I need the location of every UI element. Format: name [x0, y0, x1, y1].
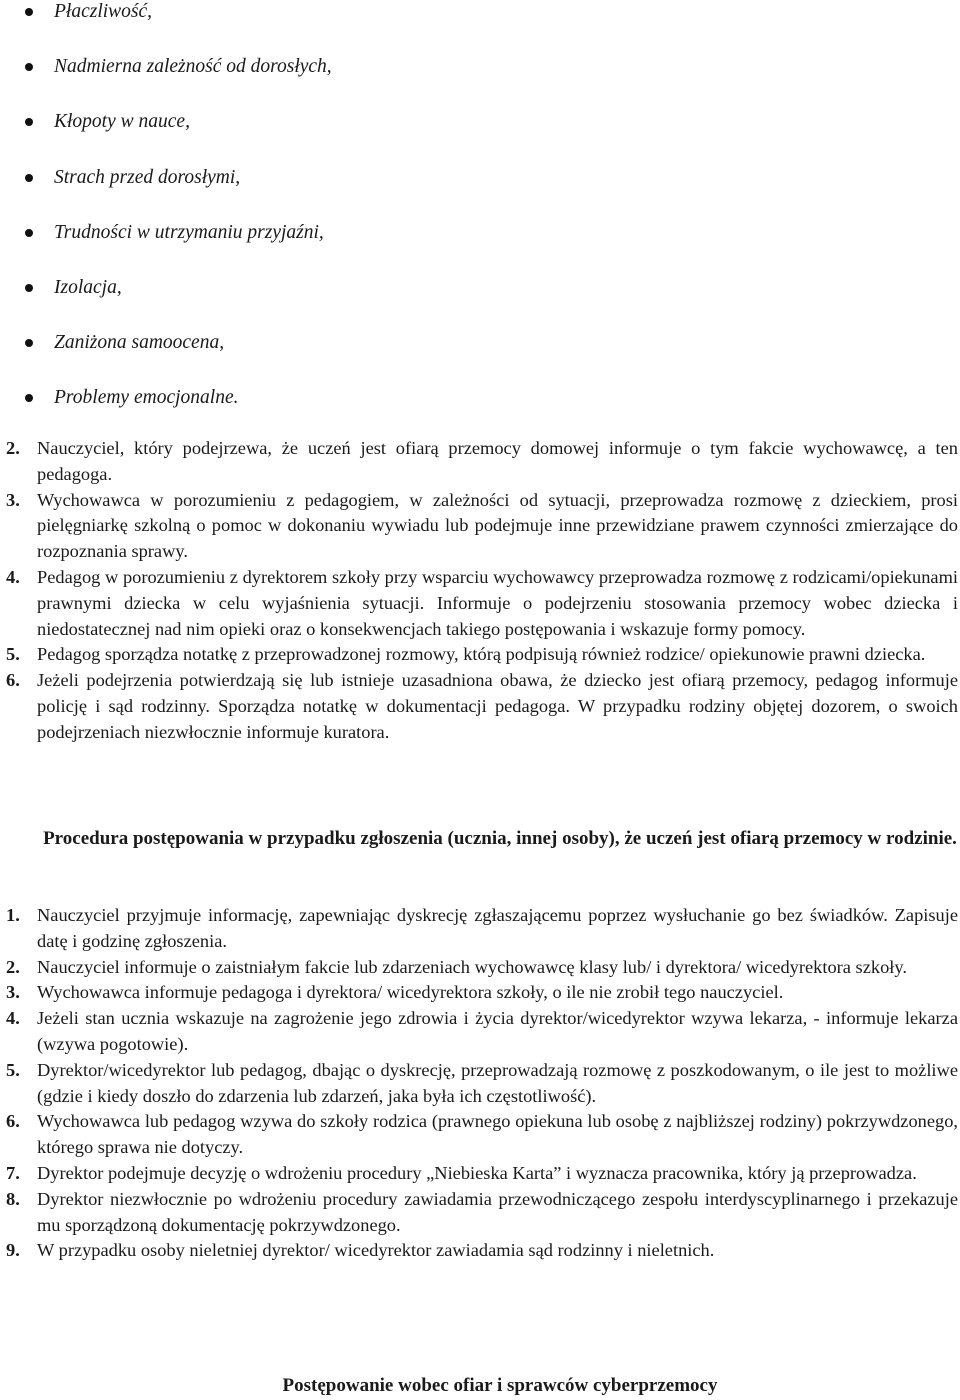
item-text: Wychowawca informuje pedagoga i dyrektora/ wicedyrektora szkoły, o ile nie zrobił tego nauczyciel.	[37, 982, 784, 1003]
bullet-dot-icon	[25, 8, 33, 16]
numbered-item	[0, 903, 960, 955]
item-text: Dyrektor podejmuje decyzję o wdrożeniu procedury „Niebieska Karta” i wyznacza pracownika, który ją przeprowadza.	[37, 1162, 917, 1183]
item-text: Wychowawca w porozumieniu z pedagogiem, w zależności od sytuacji, przeprowadza rozmowę z dzieckiem, prosi pielęgniarkę szkolną o pomoc w dokonaniu wywiadu lub podejmuje inne przewidziane prawem czynności zmierzające do rozpoznania sprawy.	[37, 489, 958, 562]
item-text: Dyrektor/wicedyrektor lub pedagog, dbając o dyskrecję, przeprowadzają rozmowę z poszkodowanym, o ile jest to możliwe (gdzie i kiedy doszło do zdarzenia lub zdarzeń, jaka była ich częstotliwość).	[37, 1059, 958, 1106]
numbered-item	[0, 1238, 960, 1264]
section-heading: Procedura postępowania w przypadku zgłoszenia (ucznia, innej osoby), że uczeń jest ofiarą przemocy w rodzinie.	[43, 828, 957, 849]
item-number: 5.	[6, 644, 20, 665]
bullet-dot-icon	[25, 229, 33, 237]
item-text: Pedagog sporządza notatkę z przeprowadzonej rozmowy, którą podpisują również rodzice/ opiekunowie prawni dziecka.	[37, 644, 926, 665]
procedure-list-2	[0, 903, 960, 1264]
item-text: W przypadku osoby nieletniej dyrektor/ wicedyrektor zawiadamia sąd rodzinny i nieletnich.	[37, 1240, 715, 1261]
numbered-item	[0, 642, 960, 668]
numbered-item	[0, 1006, 960, 1058]
numbered-item	[0, 668, 960, 745]
numbered-item	[0, 955, 960, 981]
symptom-bullet-list	[0, 0, 960, 436]
numbered-item	[0, 1161, 960, 1187]
bullet-dot-icon	[25, 63, 33, 71]
bullet-dot-icon	[25, 284, 33, 292]
numbered-item	[0, 1058, 960, 1110]
item-text: Pedagog w porozumieniu z dyrektorem szkoły przy wsparciu wychowawcy przeprowadza rozmowę z rodzicami/opiekunami prawnymi dziecka w celu wyjaśnienia sytuacji. Informuje o podejrzeniu stosowania przemocy wobec dziecka i niedostatecznej nad nim opieki oraz o konsekwencjach takiego postępowania i wskazuje formy pomocy.	[37, 566, 958, 639]
item-text: Jeżeli podejrzenia potwierdzają się lub istnieje uzasadniona obawa, że dziecko jest ofiarą przemocy, pedagog informuje policję i sąd rodzinny. Sporządza notatkę w dokumentacji pedagoga. W przypadku rodziny objętej dozorem, o swoich podejrzeniach niezwłocznie informuje kuratora.	[37, 670, 958, 742]
item-text: Nauczyciel, który podejrzewa, że uczeń jest ofiarą przemocy domowej informuje o tym fakcie wychowawcę, a ten pedagoga.	[37, 438, 958, 484]
numbered-item	[0, 436, 960, 488]
bullet-item: Kłopoty w nauce,	[0, 104, 960, 159]
item-number: 1.	[6, 905, 20, 925]
numbered-item	[0, 565, 960, 642]
item-number: 7.	[6, 1162, 20, 1183]
bullet-item: Trudności w utrzymaniu przyjaźni,	[0, 215, 960, 270]
bullet-dot-icon	[25, 394, 33, 402]
item-number: 2.	[6, 438, 20, 458]
bullet-dot-icon	[25, 339, 33, 347]
bullet-dot-icon	[25, 118, 33, 126]
item-number: 4.	[6, 1008, 20, 1029]
bullet-item: Strach przed dorosłymi,	[0, 160, 960, 215]
bullet-item: Nadmierna zależność od dorosłych,	[0, 49, 960, 104]
item-text: Wychowawca lub pedagog wzywa do szkoły rodzica (prawnego opiekuna lub osobę z najbliższej rodziny) pokrzywdzonego, którego sprawa nie dotyczy.	[37, 1111, 958, 1158]
item-text: Dyrektor niezwłocznie po wdrożeniu procedury zawiadamia przewodniczącego zespołu interdyscyplinarnego i przekazuje mu sporządzoną dokumentację pokrzywdzonego.	[37, 1188, 958, 1235]
item-text: Nauczyciel informuje o zaistniałym fakcie lub zdarzeniach wychowawcę klasy lub/ i dyrektora/ wicedyrektora szkoły.	[37, 956, 907, 977]
section-heading: Postępowanie wobec ofiar i sprawców cyberprzemocy	[282, 1375, 718, 1396]
item-text: Nauczyciel przyjmuje informację, zapewniając dyskrecję zgłaszającemu poprzez wysłuchanie go bez świadków. Zapisuje datę i godzinę zgłoszenia.	[37, 905, 958, 951]
bullet-item: Problemy emocjonalne.	[0, 380, 960, 435]
item-number: 4.	[6, 566, 20, 587]
item-number: 6.	[6, 670, 20, 691]
bullet-item: Izolacja,	[0, 270, 960, 325]
procedure-list-1	[0, 436, 960, 746]
item-number: 8.	[6, 1188, 20, 1209]
item-number: 2.	[6, 956, 20, 977]
bullet-dot-icon	[25, 174, 33, 182]
numbered-item	[0, 488, 960, 565]
item-number: 3.	[6, 489, 20, 510]
item-number: 9.	[6, 1240, 20, 1261]
bullet-item: Zaniżona samoocena,	[0, 325, 960, 380]
bullet-item: Płaczliwość,	[0, 0, 960, 49]
numbered-item	[0, 1109, 960, 1161]
item-number: 5.	[6, 1059, 20, 1080]
numbered-item	[0, 980, 960, 1006]
numbered-item	[0, 1187, 960, 1239]
item-number: 6.	[6, 1111, 20, 1132]
item-number: 3.	[6, 982, 20, 1003]
item-text: Jeżeli stan ucznia wskazuje na zagrożenie jego zdrowia i życia dyrektor/wicedyrektor wzywa lekarza, - informuje lekarza (wzywa pogotowie).	[37, 1008, 958, 1054]
